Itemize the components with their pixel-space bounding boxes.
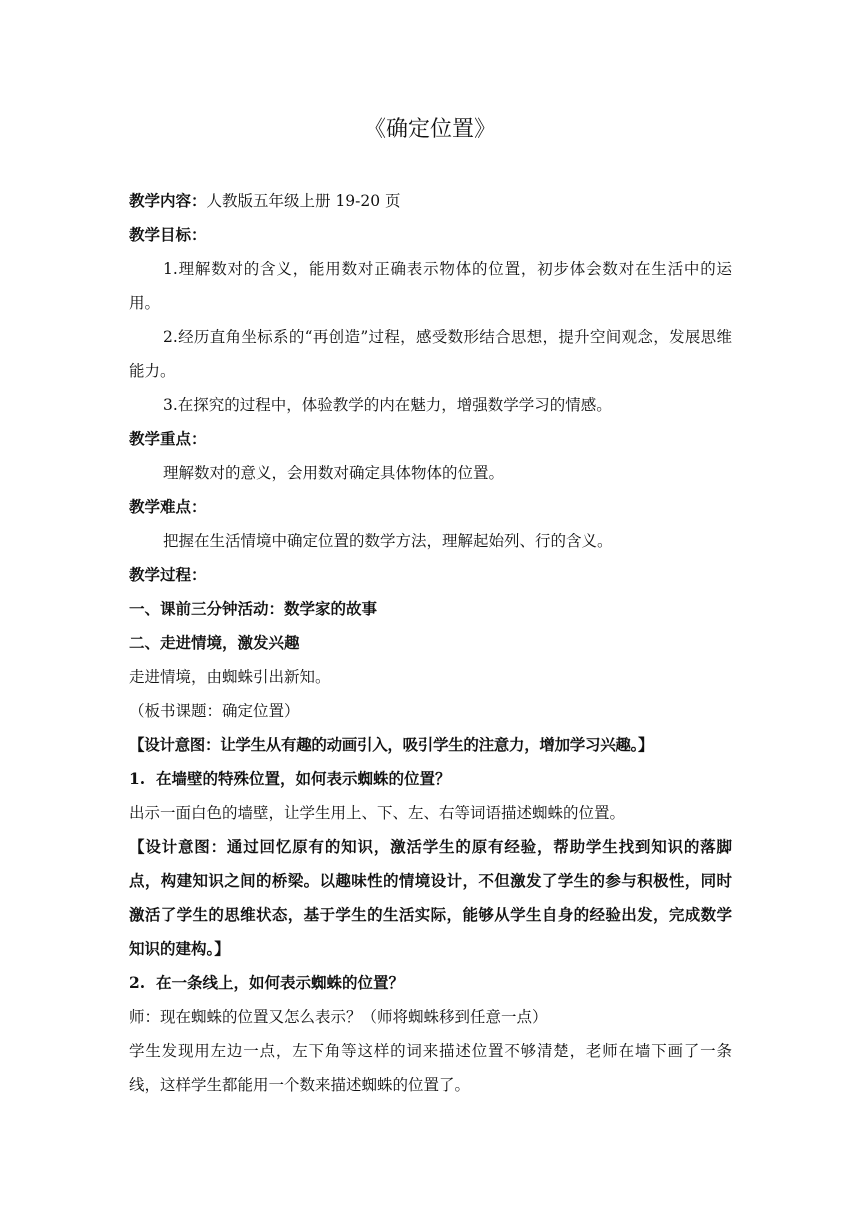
- question-2-text: 在一条线上，如何表示蜘蛛的位置？: [155, 973, 404, 992]
- design-note-1: 【设计意图：让学生从有趣的动画引入，吸引学生的注意力，增加学习兴趣。】: [129, 735, 654, 754]
- teaching-content-label: 教学内容：: [129, 191, 207, 210]
- goal-3: 3.在探究的过程中，体验教学的内在魅力，增强数学学习的情感。: [163, 396, 612, 414]
- section-2-heading: 二、走进情境，激发兴趣: [129, 633, 300, 652]
- question-1-heading: [129, 762, 732, 796]
- teaching-process-label: 教学过程：: [129, 565, 207, 584]
- design-note-2: 【设计意图：通过回忆原有的知识，激活学生的原有经验，帮助学生找到知识的落脚点，构建知识之间的桥梁。以趣味性的情境设计，不但激发了学生的参与积极性，同时激活了学生的思维状态，基于学生的生活实际，能够从学生自身的经验出发，完成数学知识的建构。】: [129, 837, 732, 958]
- teaching-content-line: [129, 184, 732, 218]
- question-2-description: 学生发现用左边一点，左下角等这样的词来描述位置不够清楚，老师在墙下画了一条线，这样学生都能用一个数来描述蜘蛛的位置了。: [129, 1042, 732, 1094]
- teaching-key-label: 教学重点：: [129, 429, 207, 448]
- question-2-number: 2.: [129, 973, 146, 992]
- document-body: [129, 184, 732, 1102]
- goal-1: 1.理解数对的含义，能用数对正确表示物体的位置，初步体会数对在生活中的运用。: [129, 260, 732, 312]
- question-2-teacher-line: 师：现在蜘蛛的位置又怎么表示？（师将蜘蛛移到任意一点）: [129, 1008, 548, 1026]
- teaching-difficulty-text: 把握在生活情境中确定位置的数学方法，理解起始列、行的含义。: [163, 532, 613, 550]
- question-1-text: 在墙壁的特殊位置，如何表示蜘蛛的位置？: [155, 769, 451, 788]
- teaching-key-text: 理解数对的意义，会用数对确定具体物体的位置。: [163, 464, 505, 482]
- board-note: （板书课题：确定位置）: [129, 702, 300, 720]
- section-1-heading: 一、课前三分钟活动：数学家的故事: [129, 599, 378, 618]
- intro-text: 走进情境，由蜘蛛引出新知。: [129, 668, 331, 686]
- question-2-heading: [129, 966, 732, 1000]
- document-title: 《确定位置》: [363, 117, 496, 142]
- teaching-difficulty-label: 教学难点：: [129, 497, 207, 516]
- goal-2: 2.经历直角坐标系的“再创造”过程，感受数形结合思想，提升空间观念，发展思维能力。: [129, 328, 732, 380]
- question-1-number: 1.: [129, 769, 146, 788]
- teaching-content-value: 人教版五年级上册 19-20 页: [206, 192, 401, 210]
- question-1-description: 出示一面白色的墙壁，让学生用上、下、左、右等词语描述蜘蛛的位置。: [129, 804, 626, 822]
- teaching-goals-label: 教学目标：: [129, 225, 207, 244]
